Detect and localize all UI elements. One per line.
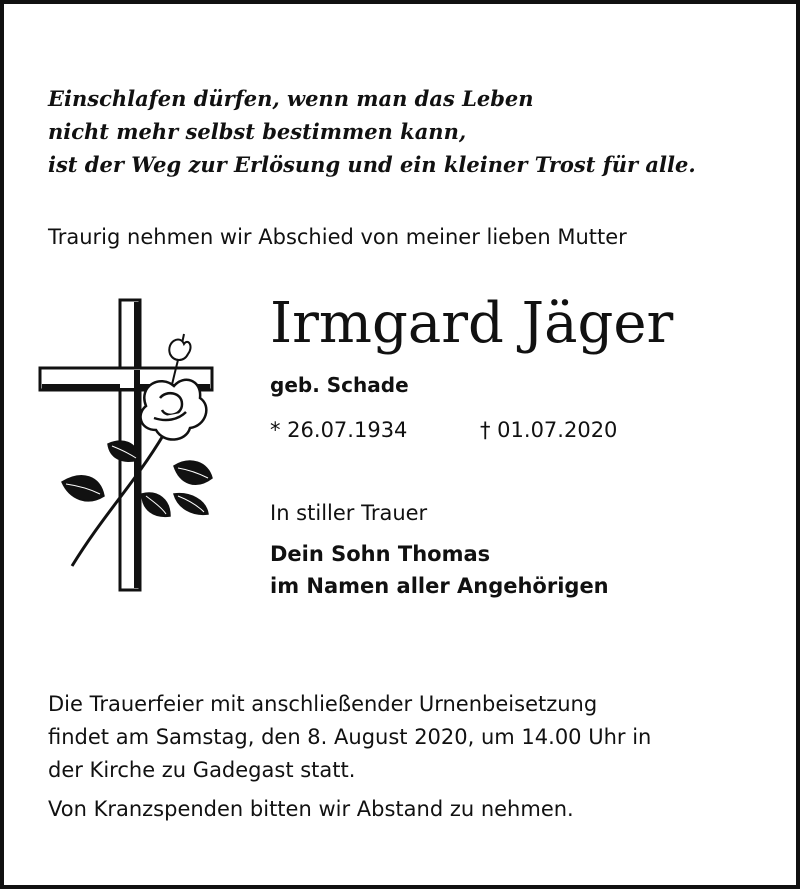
life-dates (270, 414, 618, 446)
signer-line-2: im Namen aller Angehörigen (270, 574, 609, 598)
death-date: † 01.07.2020 (480, 418, 618, 442)
signer-line-1: Dein Sohn Thomas (270, 542, 491, 566)
cross-with-rose-icon (34, 294, 224, 594)
intro-text: Traurig nehmen wir Abschied von meiner lieben Mutter (48, 225, 627, 249)
funeral-line-1: Die Trauerfeier mit anschließender Urnenbeisetzung (48, 692, 598, 716)
deceased-name: Irmgard Jäger (270, 291, 674, 356)
signers (270, 538, 609, 602)
poem-line-3: ist der Weg zur Erlösung und ein kleiner Trost für alle. (48, 152, 696, 177)
wreath-note: Von Kranzspenden bitten wir Abstand zu nehmen. (48, 797, 574, 821)
funeral-line-2: findet am Samstag, den 8. August 2020, um 14.00 Uhr in (48, 725, 652, 749)
poem-line-1: Einschlafen dürfen, wenn man das Leben (48, 86, 534, 111)
birth-date: * 26.07.1934 (270, 418, 408, 442)
maiden-name: geb. Schade (270, 373, 409, 397)
funeral-line-3: der Kirche zu Gadegast statt. (48, 758, 356, 782)
mourning-label: In stiller Trauer (270, 501, 428, 525)
poem (48, 82, 768, 181)
poem-line-2: nicht mehr selbst bestimmen kann, (48, 119, 467, 144)
funeral-notice (48, 688, 768, 787)
